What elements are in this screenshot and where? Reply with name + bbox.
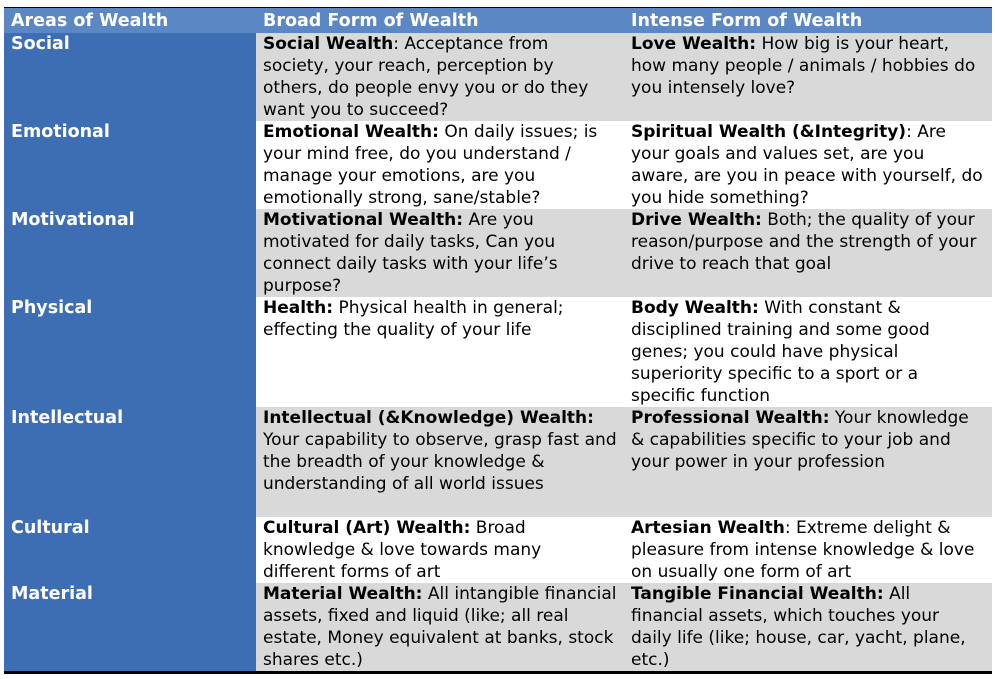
broad-cell (256, 407, 624, 517)
intense-text: Your knowledge & capabilities specific to your job and your power in your profession (631, 408, 969, 472)
intense-text: Both; the quality of your reason/purpose and the strength of your drive to reach that goal (631, 210, 977, 274)
area-label: Motivational (4, 209, 256, 297)
broad-title: Material Wealth: (263, 584, 423, 604)
intense-text: : Are your goals and values set, are you aware, are you in peace with yourself, do you hide something? (631, 122, 983, 208)
area-label: Emotional (4, 121, 256, 209)
broad-text: Broad knowledge & love towards many different forms of art (263, 518, 542, 582)
table-row-material (4, 583, 992, 673)
table-row-motivational (4, 209, 992, 297)
area-label: Physical (4, 297, 256, 407)
broad-title: Intellectual (&Knowledge) Wealth: (263, 408, 594, 428)
broad-title: Social Wealth (263, 34, 394, 54)
table-row-intellectual (4, 407, 992, 517)
intense-title: Spiritual Wealth (&Integrity) (631, 122, 907, 142)
broad-title: Motivational Wealth: (263, 210, 464, 230)
broad-text: Are you motivated for daily tasks, Can you connect daily tasks with your life’s purpose? (263, 210, 558, 296)
broad-title: Cultural (Art) Wealth: (263, 518, 471, 538)
broad-cell (256, 33, 624, 121)
intense-text: How big is your heart, how many people / animals / hobbies do you intensely love? (631, 34, 976, 98)
broad-text: Your capability to observe, grasp fast and the breadth of your knowledge & understanding of all world issues (263, 430, 617, 494)
intense-title: Body Wealth: (631, 298, 759, 318)
intense-text: With constant & disciplined training and some good genes; you could have physical superiority specific to a sport or a specific function (631, 298, 930, 406)
broad-text: On daily issues; is your mind free, do you understand / manage your emotions, are you emotionally strong, sane/stable? (263, 122, 598, 208)
intense-text: All financial assets, which touches your daily life (like; house, car, yacht, plane, etc.) (631, 584, 966, 670)
intense-title: Drive Wealth: (631, 210, 762, 230)
intense-title: Artesian Wealth (631, 518, 785, 538)
intense-cell (624, 297, 992, 407)
table-row-social (4, 33, 992, 121)
broad-text: All intangible financial assets, fixed and liquid (like; all real estate, Money equivalent at banks, stock shares etc.) (263, 584, 617, 670)
header-broad: Broad Form of Wealth (256, 8, 624, 34)
broad-text: Physical health in general; effecting the quality of your life (263, 298, 564, 340)
table-row-physical (4, 297, 992, 407)
area-label: Cultural (4, 517, 256, 583)
broad-cell (256, 297, 624, 407)
wealth-table (4, 7, 992, 674)
area-label: Intellectual (4, 407, 256, 517)
header-areas: Areas of Wealth (4, 8, 256, 34)
broad-cell (256, 121, 624, 209)
broad-cell (256, 583, 624, 673)
intense-title: Professional Wealth: (631, 408, 830, 428)
area-label: Social (4, 33, 256, 121)
header-row (4, 8, 992, 34)
table-row-cultural (4, 517, 992, 583)
broad-cell (256, 517, 624, 583)
area-label: Material (4, 583, 256, 673)
intense-cell (624, 33, 992, 121)
table-row-emotional (4, 121, 992, 209)
intense-text: : Extreme delight & pleasure from intense knowledge & love on usually one form of art (631, 518, 975, 582)
intense-title: Tangible Financial Wealth: (631, 584, 884, 604)
intense-cell (624, 583, 992, 673)
intense-cell (624, 407, 992, 517)
broad-cell (256, 209, 624, 297)
broad-title: Health: (263, 298, 334, 318)
header-intense: Intense Form of Wealth (624, 8, 992, 34)
broad-title: Emotional Wealth: (263, 122, 439, 142)
intense-cell (624, 517, 992, 583)
intense-title: Love Wealth: (631, 34, 757, 54)
intense-cell (624, 209, 992, 297)
broad-text: : Acceptance from society, your reach, perception by others, do people envy you or do they want you to succeed? (263, 34, 589, 120)
intense-cell (624, 121, 992, 209)
